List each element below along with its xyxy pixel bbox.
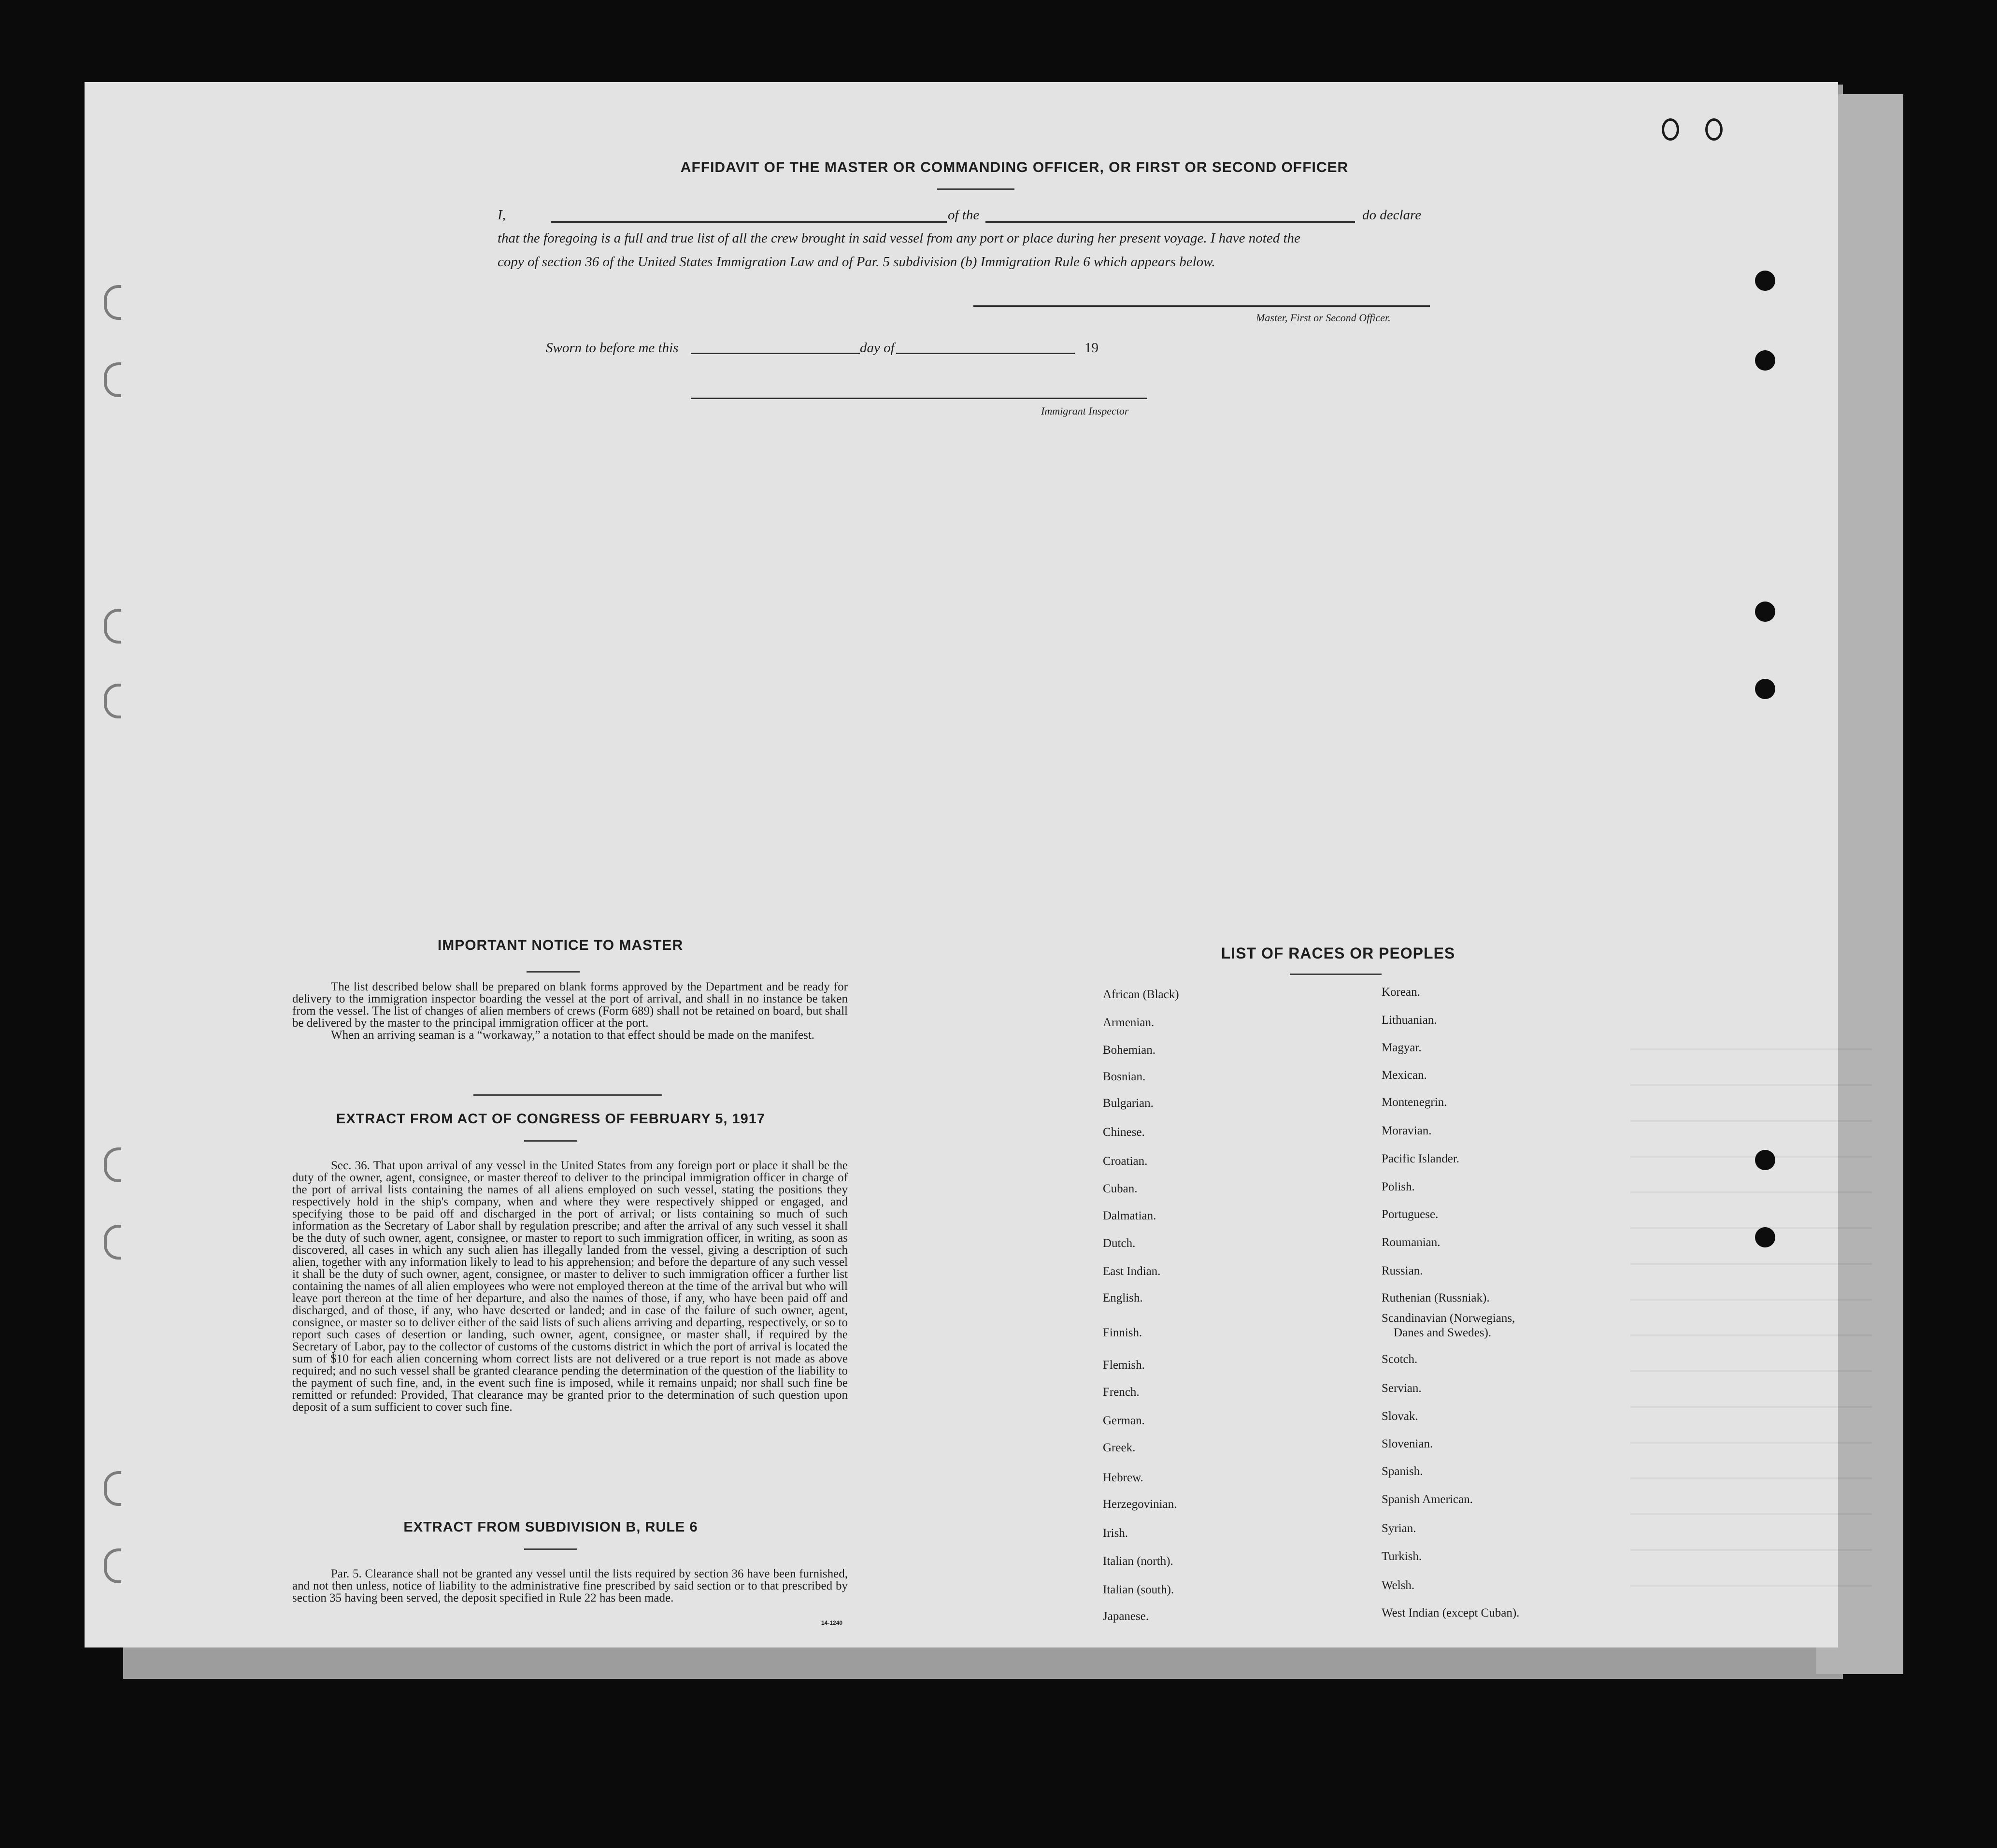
extract-rule-body — [292, 1568, 848, 1604]
race-item: Slovak. — [1382, 1410, 1418, 1423]
divider — [1290, 974, 1382, 975]
races-title: LIST OF RACES OR PEOPLES — [1221, 945, 1455, 962]
race-item: Ruthenian (Russniak). — [1382, 1291, 1490, 1304]
sworn-day-of: day of — [860, 340, 895, 356]
affidavit-i: I, — [498, 207, 506, 223]
punch-hole — [1755, 602, 1775, 622]
race-item: Italian (south). — [1103, 1583, 1174, 1596]
master-signature-label: Master, First or Second Officer. — [1256, 312, 1391, 324]
divider — [527, 971, 580, 973]
inspector-signature-line[interactable] — [691, 398, 1147, 399]
race-item: English. — [1103, 1291, 1143, 1304]
race-item: Scotch. — [1382, 1353, 1418, 1366]
race-item: Pacific Islander. — [1382, 1152, 1460, 1165]
affidavit-declare: do declare — [1362, 207, 1422, 223]
race-item: Korean. — [1382, 986, 1420, 999]
race-item: Irish. — [1103, 1527, 1128, 1540]
race-item: Servian. — [1382, 1382, 1422, 1395]
vessel-blank[interactable] — [985, 221, 1355, 223]
divider — [937, 188, 1014, 190]
race-item: German. — [1103, 1414, 1145, 1427]
race-item: Danes and Swedes). — [1394, 1326, 1492, 1339]
master-signature-line[interactable] — [973, 305, 1430, 307]
affidavit-line-2: that the foregoing is a full and true list of all the crew brought in said vessel from any port or place during her present voyage. I have noted the — [498, 230, 1300, 246]
punch-hole — [1755, 1150, 1775, 1170]
race-item: Scandinavian (Norwegians, — [1382, 1312, 1515, 1325]
race-item: Magyar. — [1382, 1041, 1422, 1054]
punch-hole — [1662, 118, 1679, 141]
divider — [524, 1140, 577, 1142]
race-item: West Indian (except Cuban). — [1382, 1606, 1520, 1619]
race-item: Herzegovinian. — [1103, 1498, 1177, 1511]
punch-hole — [1755, 350, 1775, 371]
race-item: Spanish American. — [1382, 1493, 1473, 1506]
sworn-label: Sworn to before me this — [546, 340, 679, 356]
race-item: Slovenian. — [1382, 1437, 1433, 1450]
extract-rule-title: EXTRACT FROM SUBDIVISION B, RULE 6 — [403, 1519, 698, 1535]
affidavit-line-3: copy of section 36 of the United States Immigration Law and of Par. 5 subdivision (b) Immigration Rule 6 which appears below. — [498, 254, 1215, 270]
affidavit-line-1 — [498, 203, 506, 227]
sworn-day-blank[interactable] — [691, 353, 860, 354]
extract-act-body — [292, 1160, 848, 1413]
race-item: Hebrew. — [1103, 1471, 1143, 1484]
race-item: Chinese. — [1103, 1126, 1145, 1139]
race-item: Lithuanian. — [1382, 1014, 1437, 1027]
divider — [473, 1094, 662, 1096]
inspector-label: Immigrant Inspector — [1041, 405, 1129, 417]
sworn-month-blank[interactable] — [896, 353, 1075, 354]
extract-act-title: EXTRACT FROM ACT OF CONGRESS OF FEBRUARY 5, 1917 — [336, 1111, 766, 1127]
form-number: 14-1240 — [821, 1619, 843, 1626]
section-36-text: Sec. 36. That upon arrival of any vessel in the United States from any foreign port or place it shall be the duty of the owner, agent, consignee, or master thereof to deliver to the principal immigration officer in charge of the port of arrival lists containing the names of all aliens employed on such vessel, stating the positions they respectively hold in the ship's company, when and where they were respectively shipped or engaged, and specifying those to be paid off and discharged in the port of arrival; or lists containing so much of such information as the Secretary of Labor shall by regulation prescribe; and after the arrival of any such vessel it shall be the duty of such owner, agent, consignee, or master to report to such immigration officer, in writing, as soon as discovered, all cases in which any such alien has illegally landed from the vessel, giving a description of such alien, together with any information likely to lead to his apprehension; and before the departure of any such vessel it shall be the duty of such owner, agent, consignee, or master to deliver to such immigration officer a further list containing the names of all alien employees who were not employed thereon at the time of the arrival but who will leave port thereon at the time of her departure, and also the names of those, if any, who have been paid off and discharged, and of those, if any, who have deserted or landed; and in case of the failure of such owner, agent, consignee, or master so to deliver either of the said lists of such aliens arriving and departing, respectively, or so to report such cases of desertion or landing, such owner, agent, consignee, or master shall, if required by the Secretary of Labor, pay to the collector of customs of the customs district in which the port of arrival is located the sum of $10 for each alien concerning whom correct lists are not delivered or a true report is not made as above required; and no such vessel shall be granted clearance pending the determination of the question of the liability to the payment of such fine, and, in the event such fine is imposed, while it remains unpaid; nor shall such fine be remitted or refunded: Provided, That clearance may be granted prior to the determination of such question upon deposit of a sum sufficient to cover such fine. — [292, 1159, 848, 1414]
race-item: Montenegrin. — [1382, 1096, 1447, 1109]
race-item: Moravian. — [1382, 1124, 1432, 1137]
race-item: Syrian. — [1382, 1522, 1416, 1535]
name-blank[interactable] — [551, 221, 947, 223]
race-item: Finnish. — [1103, 1326, 1142, 1339]
race-item: Turkish. — [1382, 1550, 1422, 1563]
notice-title: IMPORTANT NOTICE TO MASTER — [437, 937, 684, 953]
race-item: Roumanian. — [1382, 1236, 1441, 1249]
race-item: Bulgarian. — [1103, 1097, 1154, 1110]
punch-hole — [1755, 271, 1775, 291]
race-item: Armenian. — [1103, 1016, 1155, 1029]
race-item: Dalmatian. — [1103, 1209, 1156, 1222]
punch-hole — [1755, 679, 1775, 699]
bleed-through-lines — [1630, 1015, 1872, 1594]
race-item: East Indian. — [1103, 1265, 1161, 1278]
race-item: Flemish. — [1103, 1359, 1145, 1372]
race-item: Mexican. — [1382, 1069, 1427, 1082]
notice-paragraph-1: The list described below shall be prepared on blank forms approved by the Department and be ready for delivery to the immigration inspector boarding the vessel at the port of arrival, and shall in no instance be taken from the vessel. The list of changes of alien members of crews (Form 689) shall not be retained on board, but shall be delivered by the master to the principal immigration officer at the port. — [292, 980, 848, 1030]
notice-paragraph-2: When an arriving seaman is a “workaway,” a notation to that effect should be made on the manifest. — [331, 1029, 815, 1042]
race-item: French. — [1103, 1386, 1140, 1399]
race-item: Greek. — [1103, 1441, 1136, 1454]
race-item: African (Black) — [1103, 988, 1179, 1001]
race-item: Bohemian. — [1103, 1044, 1156, 1057]
race-item: Japanese. — [1103, 1610, 1149, 1623]
notice-body — [292, 981, 848, 1041]
race-item: Polish. — [1382, 1180, 1415, 1193]
race-item: Portuguese. — [1382, 1208, 1439, 1221]
divider — [524, 1548, 577, 1550]
race-item: Welsh. — [1382, 1579, 1415, 1592]
race-item: Russian. — [1382, 1264, 1423, 1277]
race-item: Italian (north). — [1103, 1555, 1173, 1568]
race-item: Dutch. — [1103, 1237, 1136, 1250]
affidavit-title: AFFIDAVIT OF THE MASTER OR COMMANDING OFFICER, OR FIRST OR SECOND OFFICER — [680, 159, 1349, 175]
race-item: Croatian. — [1103, 1155, 1148, 1168]
race-item: Bosnian. — [1103, 1070, 1146, 1083]
punch-hole — [1755, 1227, 1775, 1247]
sworn-year: 19 — [1084, 340, 1098, 356]
affidavit-of-the: of the — [948, 207, 980, 223]
race-item: Spanish. — [1382, 1465, 1423, 1478]
race-item: Cuban. — [1103, 1182, 1138, 1195]
paragraph-5-text: Par. 5. Clearance shall not be granted any vessel until the lists required by section 36 have been furnished, and not then unless, notice of liability to the administrative fine prescribed by said section or to that prescribed by section 35 having been served, the deposit specified in Rule 22 has been made. — [292, 1567, 848, 1604]
punch-hole — [1705, 118, 1723, 141]
